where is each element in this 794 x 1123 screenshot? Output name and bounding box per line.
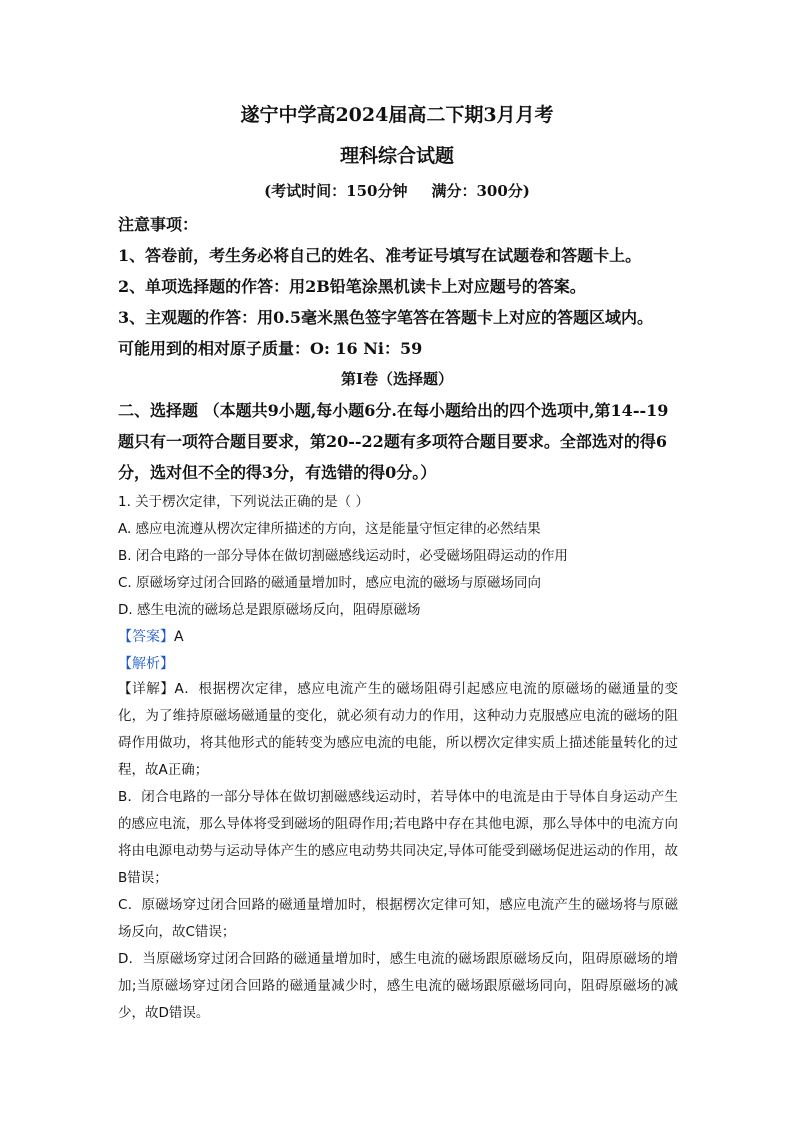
note-item: 1、答卷前，考生务必将自己的姓名、准考证号填写在试题卷和答题卡上。 [118, 246, 642, 265]
explanation-b: B．闭合电路的一部分导体在做切割磁感线运动时，若导体中的电流是由于导体自身运动产生的感应电流，那么导体将受到磁场的阻碍作用;若电路中存在其他电源，那么导体中的电流方向将由电源电动势与运动导体产生的感应电动势共同决定,导体可能受到磁场促进运动的作用，故B错误； [118, 789, 678, 886]
option-b: B. 闭合电路的一部分导体在做切割磁感线运动时，必受磁场阻碍运动的作用 [118, 548, 568, 564]
answer-line [118, 626, 184, 646]
section-title: 第I卷（选择题） [340, 370, 454, 388]
explanation [118, 676, 678, 1027]
section-instructions: 二、选择题 （本题共9小题,每小题6分.在每小题给出的四个选项中,第14--19 [118, 401, 669, 420]
exam-time-score [0, 180, 794, 201]
option-a: A. 感应电流遵从楞次定律所描述的方向，这是能量守恒定律的必然结果 [118, 521, 541, 537]
explanation-c: C．原磁场穿过闭合回路的磁通量增加时，根据楞次定律可知，感应电流产生的磁场将与原磁场反向，故C错误； [118, 897, 678, 940]
option-c: C. 原磁场穿过闭合回路的磁通量增加时，感应电流的磁场与原磁场同向 [118, 575, 542, 591]
notes-heading: 注意事项： [118, 215, 199, 234]
question-stem: 1. 关于楞次定律，下列说法正确的是（ ） [118, 494, 369, 510]
answer-value: A [174, 629, 184, 645]
explanation-d: D．当原磁场穿过闭合回路的磁通量增加时，感生电流的磁场跟原磁场反向，阻碍原磁场的增加;当原磁场穿过闭合回路的磁通量减少时，感生电流的磁场跟原磁场同向，阻碍原磁场的减少，故D错误。 [118, 951, 678, 1021]
exam-time: (考试时间：150分钟 [264, 182, 408, 200]
detail-tag: 【详解】 [118, 681, 175, 697]
note-item: 3、主观题的作答：用0.5毫米黑色签字笔答在答题卡上对应的答题区域内。 [118, 308, 653, 327]
analysis-tag: 【解析】 [118, 656, 174, 672]
section-instructions: 分，选对但不全的得3分，有选错的得0分。） [118, 463, 437, 482]
exam-title: 遂宁中学高2024届高二下期3月月考 [240, 104, 554, 126]
explanation-a: 【详解】A．根据楞次定律，感应电流产生的磁场阻碍引起感应电流的原磁场的磁通量的变化，为了维持原磁场磁通量的变化，就必须有动力的作用，这种动力克服感应电流的磁场的阻碍作用做功，将其他形式的能转变为感应电流的电能，所以楞次定律实质上描述能量转化的过程，故A正确； [118, 681, 679, 778]
note-item: 2、单项选择题的作答：用2B铅笔涂黑机读卡上对应题号的答案。 [118, 277, 586, 296]
full-score: 满分：300分) [431, 182, 530, 200]
answer-tag: 【答案】 [118, 629, 174, 645]
section-instructions: 题只有一项符合题目要求，第20--22题有多项符合题目要求。全部选对的得6 [118, 432, 667, 451]
option-d: D. 感生电流的磁场总是跟原磁场反向，阻碍原磁场 [118, 602, 421, 618]
atomic-mass: 可能用到的相对原子质量：O: 16 Ni：59 [118, 339, 423, 358]
exam-subtitle: 理科综合试题 [339, 145, 454, 167]
